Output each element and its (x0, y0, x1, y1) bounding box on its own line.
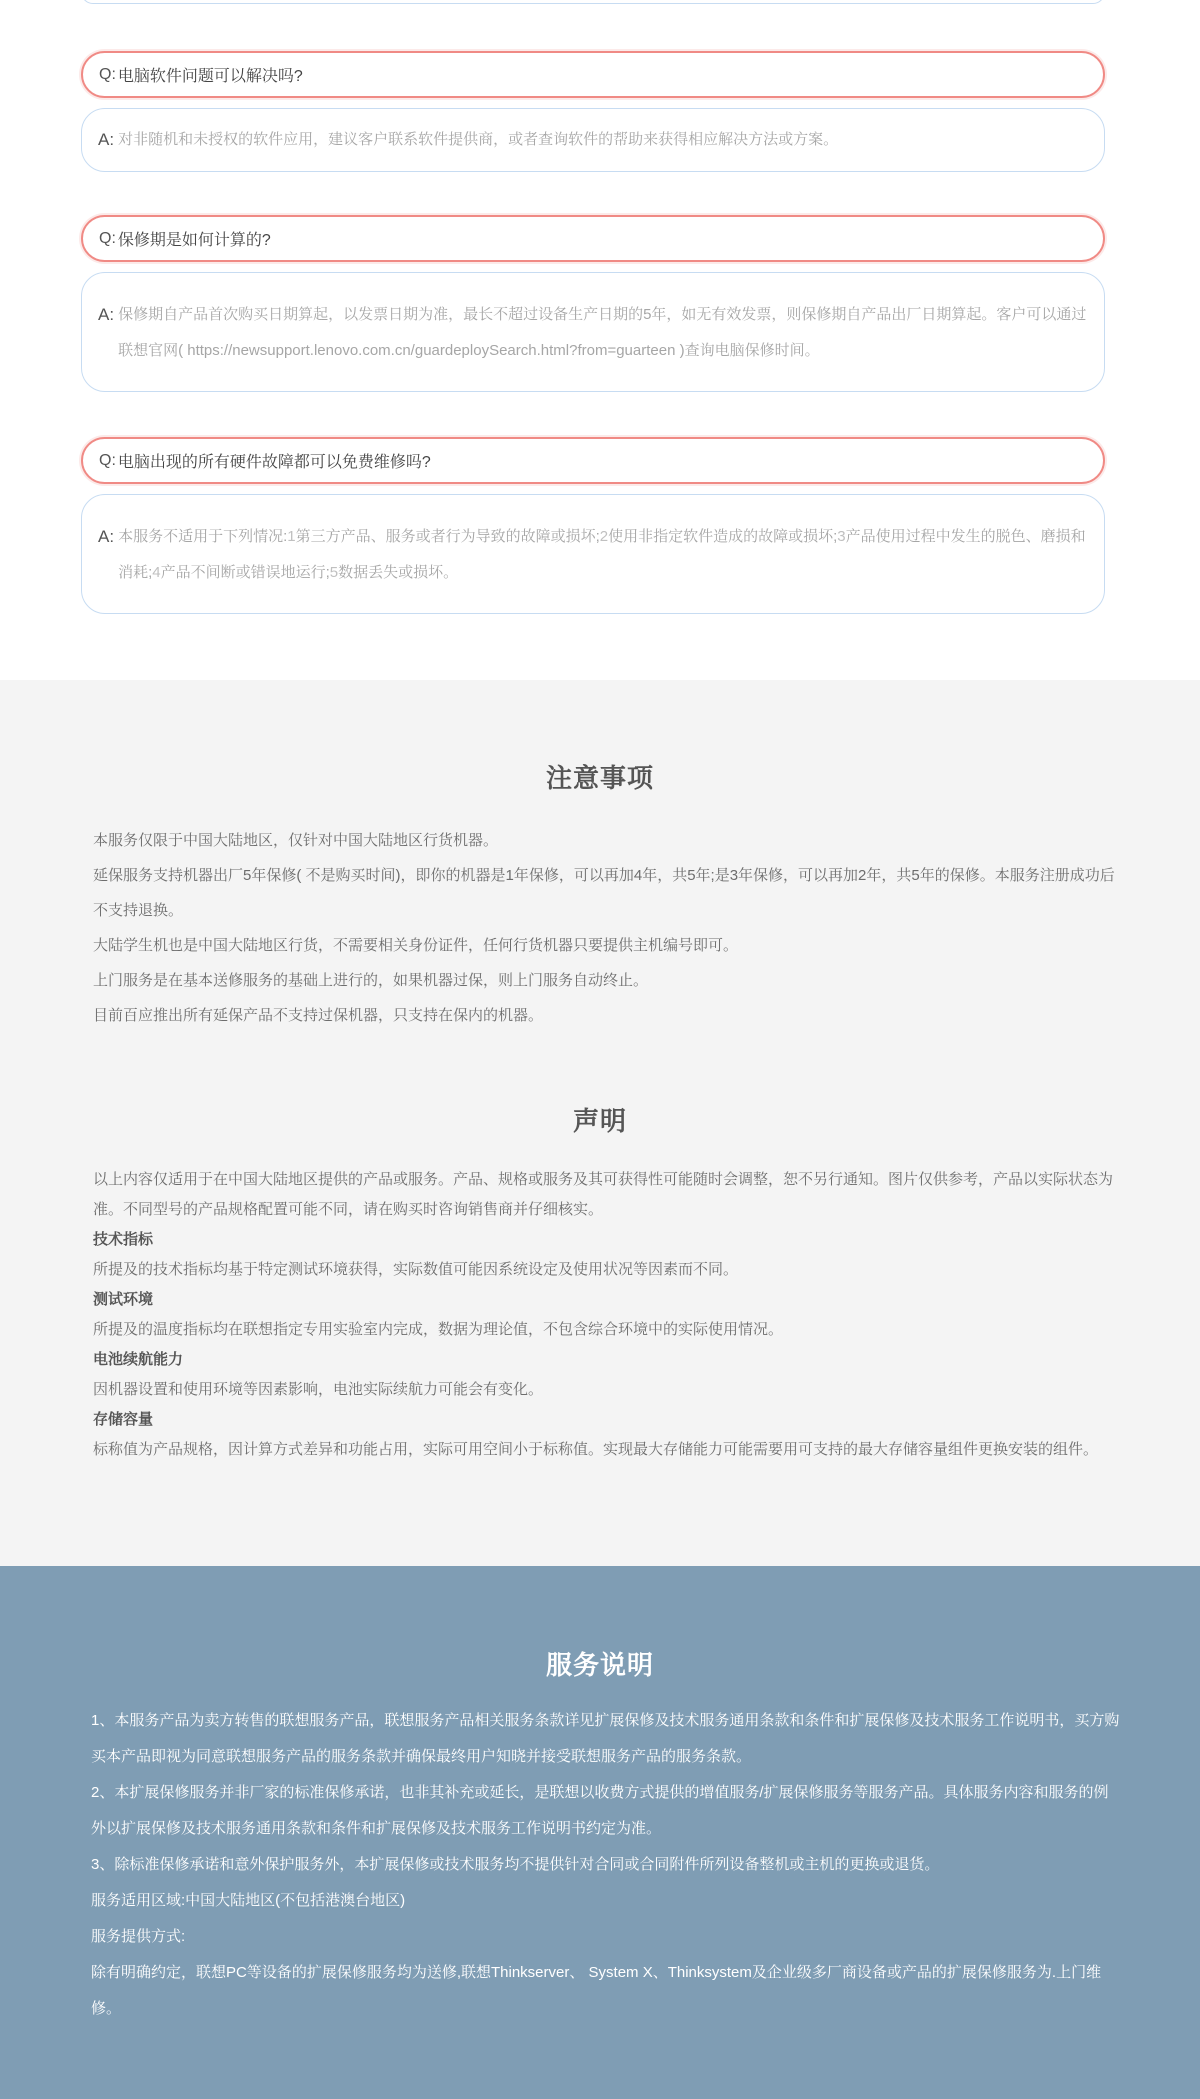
notes-line: 延保服务支持机器出厂5年保修( 不是购买时间)，即你的机器是1年保修，可以再加4年，共5年;是3年保修，可以再加2年，共5年的保修。本服务注册成功后不支持退换。 (93, 867, 1115, 919)
answer-part: 使用非指定软件造成的故障或损坏; (608, 528, 838, 545)
answer-text: 对非随机和未授权的软件应用，建议客户联系软件提供商，或者查询软件的帮助来获得相应解决方法或方案。 (118, 131, 839, 148)
list-number: 5 (329, 564, 339, 581)
statement-text: 因机器设置和使用环境等因素影响，电池实际续航力可能会有变化。 (93, 1381, 544, 1398)
service-title: 服务说明 (545, 1650, 654, 1680)
faq-answer-1 (81, 108, 1105, 172)
previous-answer-box-edge (81, 0, 1105, 4)
service-list (91, 1703, 1121, 2027)
question-prefix: Q: (99, 65, 116, 83)
notes-line: 本服务仅限于中国大陆地区，仅针对中国大陆地区行货机器。 (93, 832, 499, 849)
answer-part: 产品使用过程中发生的脱色、磨损和消耗; (118, 528, 1086, 581)
list-number: 2 (599, 528, 609, 545)
statement-body (93, 1165, 1118, 1465)
notes-line: 大陆学生机也是中国大陆地区行货，不需要相关身份证件，任何行货机器只要提供主机编号即可。 (93, 937, 739, 954)
list-number: 3 (837, 528, 846, 545)
statement-heading: 测试环境 (93, 1291, 154, 1308)
statement-intro: 以上内容仅适用于在中国大陆地区提供的产品或服务。产品、规格或服务及其可获得性可能随时会调整，恕不另行通知。图片仅供参考，产品以实际状态为准。不同型号的产品规格配置可能不同，请在购买时咨询销售商并仔细核实。 (93, 1171, 1114, 1218)
statement-text: 标称值为产品规格，因计算方式差异和功能占用，实际可用空间小于标称值。实现最大存储能力可能需要用可支持的最大存储容量组件更换安装的组件。 (93, 1441, 1099, 1458)
answer-text: 保修期自产品首次购买日期算起，以发票日期为准，最长不超过设备生产日期的5年，如无有效发票，则保修期自产品出厂日期算起。客户可以通过联想官网( https://newsupport.lenovo.com.cn/guardeploySearch.html?from=guarteen )查询电脑保修时间。 (118, 306, 1087, 359)
answer-prefix: A: (98, 527, 115, 546)
answer-part: 本服务不适用于下列情况: (118, 528, 288, 545)
statement-title: 声明 (572, 1106, 627, 1136)
statement-heading: 存储容量 (93, 1411, 154, 1428)
service-item: 3、除标准保修承诺和意外保护服务外，本扩展保修或技术服务均不提供针对合同或合同附件所列设备整机或主机的更换或退货。 (91, 1856, 940, 1873)
notes-section (0, 680, 1200, 1566)
notes-line: 目前百应推出所有延保产品不支持过保机器，只支持在保内的机器。 (93, 1007, 544, 1024)
answer-part: 数据丢失或损坏。 (338, 564, 459, 581)
faq-section (0, 0, 1200, 680)
notes-title: 注意事项 (545, 763, 654, 793)
service-item: 1、本服务产品为卖方转售的联想服务产品，联想服务产品相关服务条款详见扩展保修及技术服务通用条款和条件和扩展保修及技术服务工作说明书，买方购买本产品即视为同意联想服务产品的服务条款并确保最终用户知晓并接受联想服务产品的服务条款。 (91, 1712, 1120, 1765)
notes-list (93, 823, 1118, 1033)
question-prefix: Q: (99, 229, 116, 247)
question-text: 电脑软件问题可以解决吗? (117, 68, 303, 85)
list-number: 1 (287, 528, 296, 545)
notes-line: 上门服务是在基本送修服务的基础上进行的，如果机器过保，则上门服务自动终止。 (93, 972, 649, 989)
service-item: 服务提供方式: (91, 1928, 186, 1945)
service-item: 服务适用区域:中国大陆地区(不包括港澳台地区) (91, 1892, 406, 1909)
service-item: 2、本扩展保修服务并非厂家的标准保修承诺，也非其补充或延长，是联想以收费方式提供的增值服务/扩展保修服务等服务产品。具体服务内容和服务的例外以扩展保修及技术服务通用条款和条件和扩展保修及技术服务工作说明书约定为准。 (91, 1784, 1109, 1837)
answer-part: 产品不间断或错误地运行; (160, 564, 330, 581)
list-number: 4 (152, 564, 161, 581)
faq-question-1[interactable] (81, 51, 1105, 98)
answer-text (118, 519, 1088, 613)
statement-text: 所提及的温度指标均在联想指定专用实验室内完成，数据为理论值，不包含综合环境中的实际使用情况。 (93, 1321, 784, 1338)
faq-question-3[interactable] (81, 437, 1105, 484)
faq-answer-3 (81, 494, 1105, 614)
service-section (0, 1566, 1200, 2099)
statement-heading: 技术指标 (93, 1231, 154, 1248)
question-text: 保修期是如何计算的? (117, 232, 271, 249)
service-item: 除有明确约定，联想PC等设备的扩展保修服务均为送修,联想Thinkserver、 System X、Thinksystem及企业级多厂商设备或产品的扩展保修服务为.上门维修。 (91, 1964, 1102, 2017)
answer-prefix: A: (98, 130, 115, 149)
question-prefix: Q: (99, 451, 116, 469)
statement-heading: 电池续航能力 (93, 1351, 184, 1368)
answer-part: 第三方产品、服务或者行为导致的故障或损坏; (295, 528, 600, 545)
question-text: 电脑出现的所有硬件故障都可以免费维修吗? (117, 454, 431, 471)
faq-question-2[interactable] (81, 215, 1105, 262)
faq-answer-2 (81, 272, 1105, 392)
answer-prefix: A: (98, 305, 115, 324)
statement-text: 所提及的技术指标均基于特定测试环境获得，实际数值可能因系统设定及使用状况等因素而不同。 (93, 1261, 739, 1278)
